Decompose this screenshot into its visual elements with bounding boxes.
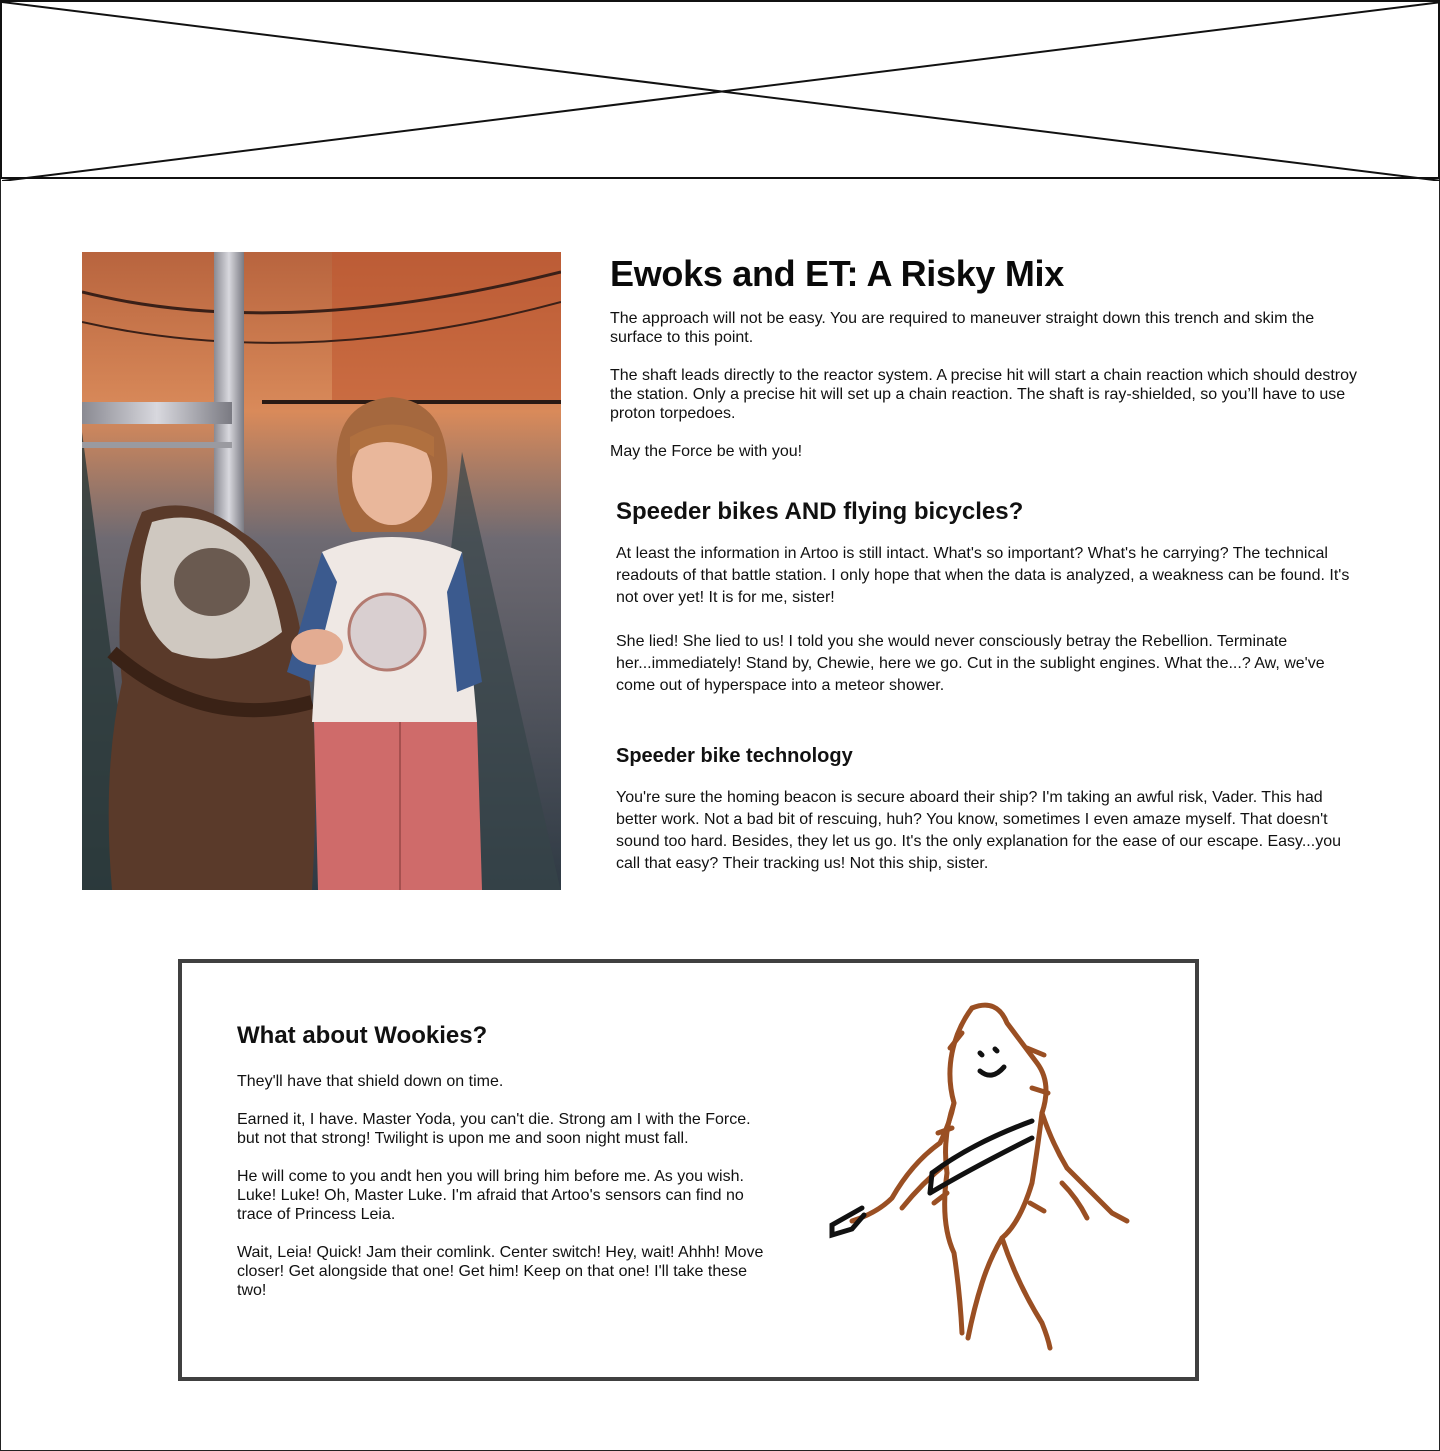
section-heading: Speeder bikes AND flying bicycles?: [616, 498, 1024, 525]
article-intro-paragraph: The shaft leads directly to the reactor system. A precise hit will start a chain reaction which should destroy the station. Only a precise hit will set up a chain reaction. The shaft is ray-shielded, so you’ll have to use proton torpedoes.: [610, 367, 1358, 422]
image-placeholder-icon: [2, 2, 1440, 181]
section-speeder-bikes: [616, 497, 1356, 697]
photo-icon: [82, 252, 561, 890]
hero-photo: [82, 252, 561, 890]
section-speeder-bike-technology: [616, 743, 1356, 875]
wookies-paragraph: They'll have that shield down on time.: [237, 1073, 504, 1090]
wookies-text: [237, 1021, 777, 1300]
banner-image-placeholder: [0, 0, 1440, 179]
article: [610, 252, 1370, 872]
article-title: Ewoks and ET: A Risky Mix: [610, 253, 1064, 294]
wookies-heading: What about Wookies?: [237, 1022, 488, 1049]
article-intro-paragraph: The approach will not be easy. You are required to maneuver straight down this trench and skim the surface to this point.: [610, 310, 1315, 346]
wookies-paragraph: Earned it, I have. Master Yoda, you can't die. Strong am I with the Force. but not that strong! Twilight is upon me and soon night must fall.: [237, 1111, 751, 1147]
wookies-paragraph: Wait, Leia! Quick! Jam their comlink. Center switch! Hey, wait! Ahhh! Move closer! Get alongside that one! Get him! Keep on that one! I'll take these two!: [237, 1244, 764, 1299]
article-intro-paragraph: May the Force be with you!: [610, 443, 803, 460]
section-paragraph: You're sure the homing beacon is secure aboard their ship? I'm taking an awful risk, Vader. This had better work. Not a bad bit of rescuing, huh? You know, sometimes I even amaze myself. That doesn't sound too hard. Besides, they let us go. It's the only explanation for the ease of our escape. Easy...you call that easy? Their tracking us! Not this ship, sister.: [616, 789, 1341, 872]
subsection-heading: Speeder bike technology: [616, 745, 853, 767]
section-paragraph: At least the information in Artoo is still intact. What's so important? What's he carrying? The technical readouts of that battle station. I only hope that when the data is analyzed, a weakness can be found. It's not over yet! It is for me, sister!: [616, 545, 1350, 606]
wookie-drawing-icon: [822, 993, 1142, 1353]
wookies-paragraph: He will come to you andt hen you will bring him before me. As you wish. Luke! Luke! Oh, Master Luke. I'm afraid that Artoo's sensors can find no trace of Princess Leia.: [237, 1168, 744, 1223]
section-paragraph: She lied! She lied to us! I told you she would never consciously betray the Rebellion. Terminate her...immediately! Stand by, Chewie, here we go. Cut in the sublight engines. What the...? Aw, we've come out of hyperspace into a meteor shower.: [616, 633, 1325, 694]
wookies-card: [178, 959, 1199, 1381]
